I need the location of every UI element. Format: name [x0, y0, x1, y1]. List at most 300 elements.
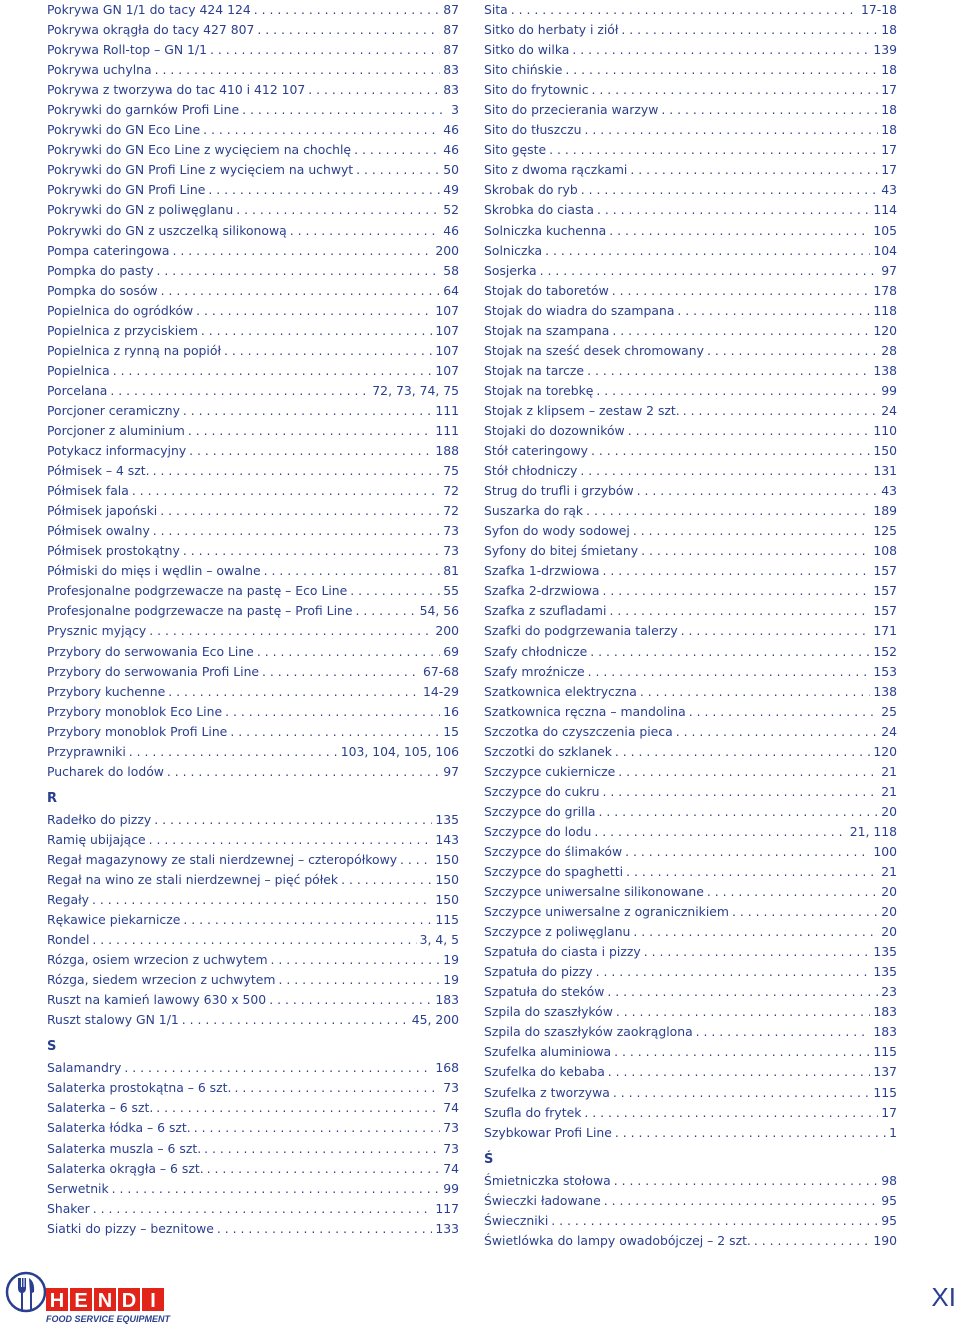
index-entry: [47, 1098, 459, 1118]
leader-dots: [189, 441, 432, 461]
index-entry: [47, 621, 459, 641]
leader-dots: [707, 341, 878, 361]
index-entry-name: Przybory do serwowania Profi Line: [47, 663, 260, 679]
leader-dots: [350, 581, 440, 601]
index-entry: [484, 421, 897, 441]
leader-dots: [594, 822, 846, 842]
index-entry: [47, 930, 459, 950]
index-entry: [484, 702, 897, 722]
index-entry-page: 81: [443, 563, 459, 579]
leader-dots: [194, 1118, 440, 1138]
index-entry-name: Pompka do sosów: [47, 282, 158, 298]
index-entry-page: 110: [873, 422, 897, 438]
index-entry-page: 183: [873, 1004, 897, 1020]
leader-dots: [633, 521, 870, 541]
index-entry-page: 24: [881, 723, 897, 739]
index-entry: [47, 180, 459, 200]
index-entry-name: Pompka do pasty: [47, 262, 154, 278]
index-entry: [47, 40, 459, 60]
index-entry-name: Stojak na tarcze: [484, 362, 585, 378]
index-entry: [484, 982, 897, 1002]
index-entry-page: 111: [435, 422, 459, 438]
index-entry-name: Skrobak do ryb: [484, 182, 578, 198]
leader-dots: [356, 601, 417, 621]
index-entry: [47, 0, 459, 20]
leader-dots: [113, 361, 433, 381]
index-entry-page: 168: [435, 1060, 459, 1076]
index-entry: [484, 180, 897, 200]
index-entry-name: Szpila do szaszłyków: [484, 1004, 613, 1020]
index-entry-name: Pokrywki do GN Profi Line: [47, 182, 206, 198]
index-entry: [484, 1103, 897, 1123]
leader-dots: [173, 241, 433, 261]
index-entry-name: Sito z dwoma rączkami: [484, 162, 628, 178]
index-entry-page: 114: [873, 202, 897, 218]
index-entry-page: 18: [881, 62, 897, 78]
index-entry: [484, 441, 897, 461]
index-entry-name: Szpila do szaszłyków zaokrąglona: [484, 1024, 693, 1040]
leader-dots: [615, 742, 870, 762]
leader-dots: [626, 862, 878, 882]
leader-dots: [681, 621, 871, 641]
index-entry-page: 18: [881, 102, 897, 118]
index-entry: [484, 642, 897, 662]
leader-dots: [188, 421, 433, 441]
index-entry: [47, 561, 459, 581]
index-entry-name: Pokrywki do garnków Profi Line: [47, 102, 240, 118]
leader-dots: [308, 80, 440, 100]
index-entry-page: 100: [873, 843, 897, 859]
leader-dots: [208, 180, 440, 200]
index-entry-name: Półmisek owalny: [47, 523, 150, 539]
index-entry: [484, 341, 897, 361]
index-entry-page: 107: [435, 322, 459, 338]
index-entry-name: Pokrywa Roll-top – GN 1/1: [47, 42, 207, 58]
index-entry-page: 95: [881, 1212, 897, 1228]
leader-dots: [596, 962, 871, 982]
index-entry-page: 107: [435, 302, 459, 318]
index-entry-name: Sito chińskie: [484, 62, 563, 78]
index-entry-name: Przybory monoblok Eco Line: [47, 703, 223, 719]
leader-dots: [129, 742, 338, 762]
leader-dots: [124, 1058, 432, 1078]
leader-dots: [551, 1211, 878, 1231]
index-entry-name: Półmisek – 4 szt.: [47, 463, 150, 479]
index-entry: [47, 461, 459, 481]
index-entry: [484, 481, 897, 501]
index-entry-name: Szczypce do spaghetti: [484, 864, 624, 880]
index-entry: [47, 341, 459, 361]
leader-dots: [732, 902, 878, 922]
index-entry-page: 20: [881, 884, 897, 900]
index-entry-name: Sitko do herbaty i ziół: [484, 22, 619, 38]
index-entry-name: Ruszt stalowy GN 1/1: [47, 1012, 179, 1028]
index-entry-name: Skrobka do ciasta: [484, 202, 594, 218]
index-entry-page: 14-29: [422, 683, 459, 699]
index-entry-page: 20: [881, 904, 897, 920]
index-entry-name: Syfony do bitej śmietany: [484, 543, 639, 559]
leader-dots: [254, 0, 440, 20]
index-entry: [484, 120, 897, 140]
index-entry-page: 153: [873, 663, 897, 679]
index-entry-name: Stojaki do dozowników: [484, 422, 625, 438]
leader-dots: [618, 762, 878, 782]
hendi-letter-boxes: [46, 1288, 164, 1312]
leader-dots: [689, 702, 878, 722]
index-entry: [47, 321, 459, 341]
leader-dots: [264, 561, 441, 581]
index-entry-page: 19: [443, 972, 459, 988]
index-entry: [47, 361, 459, 381]
index-entry-name: Stojak do taboretów: [484, 282, 609, 298]
index-entry: [47, 1078, 459, 1098]
index-entry-page: 1: [889, 1124, 897, 1140]
index-entry-page: 105: [873, 222, 897, 238]
index-entry: [484, 802, 897, 822]
leader-dots: [580, 461, 870, 481]
index-entry-name: Popielnica: [47, 362, 110, 378]
index-entry: [484, 742, 897, 762]
leader-dots: [581, 180, 879, 200]
index-entry: [47, 160, 459, 180]
leader-dots: [341, 870, 432, 890]
leader-dots: [183, 910, 432, 930]
index-entry-page: 115: [873, 1084, 897, 1100]
index-entry: [47, 682, 459, 702]
index-entry-name: Pokrywki do GN z uszczelką silikonową: [47, 222, 287, 238]
leader-dots: [269, 990, 432, 1010]
index-entry-page: 135: [435, 811, 459, 827]
index-entry-name: Szafka 2-drzwiowa: [484, 583, 600, 599]
index-entry-page: 83: [443, 62, 459, 78]
leader-dots: [707, 882, 878, 902]
index-entry-name: Salaterka okrągła – 6 szt.: [47, 1160, 204, 1176]
index-entry-name: Pokrywki do GN Profi Line z wycięciem na uchwyt: [47, 162, 354, 178]
index-entry-name: Szpatuła do ciasta i pizzy: [484, 944, 641, 960]
index-column-right: [484, 0, 897, 1251]
index-entry-page: 115: [435, 912, 459, 928]
leader-dots: [153, 461, 441, 481]
index-entry-name: Salaterka prostokątna – 6 szt.: [47, 1080, 232, 1096]
index-entry: [484, 20, 897, 40]
index-entry-name: Serwetnik: [47, 1180, 109, 1196]
index-entry: [47, 241, 459, 261]
index-entry-page: 67-68: [422, 663, 459, 679]
index-entry: [484, 782, 897, 802]
index-entry: [47, 810, 459, 830]
leader-dots: [754, 1231, 870, 1251]
index-entry-page: 138: [873, 362, 897, 378]
index-entry: [47, 20, 459, 40]
index-entry-page: 58: [443, 262, 459, 278]
leader-dots: [234, 1078, 440, 1098]
leader-dots: [614, 1171, 879, 1191]
leader-dots: [590, 642, 870, 662]
index-entry-name: Stojak na torebkę: [484, 382, 594, 398]
index-entry: [484, 1002, 897, 1022]
index-entry-name: Ramię ubijające: [47, 831, 146, 847]
logo-tagline: FOOD SERVICE EQUIPMENT: [46, 1314, 171, 1324]
leader-dots: [608, 1062, 871, 1082]
index-entry: [47, 1219, 459, 1239]
index-entry-page: 99: [881, 382, 897, 398]
index-entry-name: Szufelka do kebaba: [484, 1064, 605, 1080]
index-entry-name: Sita: [484, 2, 508, 17]
leader-dots: [625, 842, 870, 862]
leader-dots: [168, 682, 420, 702]
index-entry-page: 46: [443, 122, 459, 138]
index-entry-name: Sosjerka: [484, 262, 537, 278]
leader-dots: [210, 40, 440, 60]
logo-letter-d: D: [121, 1290, 137, 1312]
index-entry-page: 16: [443, 703, 459, 719]
index-entry-name: Solniczka: [484, 242, 543, 258]
leader-dots: [236, 200, 440, 220]
index-entry-name: Przyprawniki: [47, 743, 126, 759]
leader-dots: [609, 601, 870, 621]
logo-letter-h: H: [49, 1290, 65, 1312]
index-entry-page: 99: [443, 1180, 459, 1196]
leader-dots: [153, 521, 440, 541]
index-entry-name: Popielnica z przyciskiem: [47, 322, 198, 338]
index-entry-name: Suszarka do rąk: [484, 503, 584, 519]
leader-dots: [132, 481, 440, 501]
index-entry-page: 23: [881, 984, 897, 1000]
leader-dots: [628, 421, 871, 441]
index-entry-page: 72: [443, 503, 459, 519]
index-entry-name: Stojak na szampana: [484, 322, 610, 338]
leader-dots: [604, 1191, 879, 1211]
leader-dots: [603, 581, 871, 601]
index-entry: [484, 40, 897, 60]
index-entry: [484, 822, 897, 842]
index-entry-name: Stół chłodniczy: [484, 463, 578, 479]
index-entry: [484, 1231, 897, 1251]
index-entry: [47, 910, 459, 930]
index-entry-page: 138: [873, 683, 897, 699]
index-entry-page: 20: [881, 803, 897, 819]
index-entry-name: Pokrywki do GN Eco Line z wycięciem na chochlę: [47, 142, 352, 158]
index-entry-name: Szufelka z tworzywa: [484, 1084, 610, 1100]
index-entry-page: 107: [435, 362, 459, 378]
index-entry-name: Sito gęste: [484, 142, 547, 158]
index-entry-name: Szybkowar Profi Line: [484, 1124, 612, 1140]
leader-dots: [203, 120, 440, 140]
index-entry-name: Szafka 1-drzwiowa: [484, 563, 600, 579]
index-entry-name: Stojak na sześć desek chromowany: [484, 342, 704, 358]
index-entry-page: 73: [443, 523, 459, 539]
index-entry-name: Rondel: [47, 932, 90, 948]
index-entry-page: 97: [443, 763, 459, 779]
leader-dots: [511, 0, 858, 20]
index-entry: [484, 0, 897, 20]
leader-dots: [157, 261, 441, 281]
index-entry: [47, 501, 459, 521]
index-entry-page: 28: [881, 342, 897, 358]
leader-dots: [154, 810, 432, 830]
leader-dots: [607, 982, 878, 1002]
index-entry: [47, 1010, 459, 1030]
leader-dots: [597, 200, 870, 220]
index-entry-page: 69: [443, 643, 459, 659]
index-entry: [484, 541, 897, 561]
section-letter: S: [47, 1039, 57, 1055]
index-entry: [484, 1191, 897, 1211]
index-entry-page: 17-18: [860, 2, 897, 17]
leader-dots: [616, 1002, 870, 1022]
leader-dots: [110, 381, 369, 401]
index-entry-page: 150: [435, 871, 459, 887]
logo-letter-e: E: [74, 1290, 88, 1312]
index-entry-name: Szczypce do grilla: [484, 803, 596, 819]
index-entry: [484, 461, 897, 481]
leader-dots: [271, 950, 441, 970]
index-entry-page: 73: [443, 1080, 459, 1096]
leader-dots: [614, 1042, 870, 1062]
leader-dots: [621, 20, 878, 40]
index-entry-name: Popielnica do ogródków: [47, 302, 194, 318]
cutlery-icon: [7, 1273, 45, 1311]
index-entry-page: 18: [881, 122, 897, 138]
index-entry: [484, 581, 897, 601]
leader-dots: [603, 561, 871, 581]
index-entry-name: Sito do frytownic: [484, 82, 589, 98]
index-entry: [47, 401, 459, 421]
index-entry: [47, 140, 459, 160]
index-entry-page: 111: [435, 402, 459, 418]
index-entry-name: Szatkownica ręczna – mandolina: [484, 703, 686, 719]
index-entry-name: Popielnica z rynną na popiół: [47, 342, 221, 358]
index-entry-page: 135: [873, 944, 897, 960]
index-entry-name: Szpatuła do steków: [484, 984, 605, 1000]
index-entry: [47, 762, 459, 782]
index-entry-name: Radełko do pizzy: [47, 811, 152, 827]
leader-dots: [182, 1010, 409, 1030]
leader-dots: [149, 621, 432, 641]
leader-dots: [596, 381, 878, 401]
index-entry: [484, 862, 897, 882]
leader-dots: [242, 100, 448, 120]
index-entry-name: Shaker: [47, 1200, 90, 1216]
index-entry-name: Szczypce cukiernicze: [484, 763, 616, 779]
index-entry: [484, 100, 897, 120]
leader-dots: [630, 160, 878, 180]
index-entry-name: Półmisek japoński: [47, 503, 158, 519]
index-entry-name: Szafki do podgrzewania talerzy: [484, 623, 678, 639]
index-entry: [47, 850, 459, 870]
index-entry: [484, 621, 897, 641]
index-entry-name: Stojak do wiadra do szampana: [484, 302, 675, 318]
logo-letter-n: N: [97, 1290, 113, 1312]
index-entry-name: Szczotki do szklanek: [484, 743, 612, 759]
index-entry-page: 87: [443, 22, 459, 38]
leader-dots: [592, 80, 879, 100]
index-entry-page: 74: [443, 1160, 459, 1176]
index-entry-name: Pokrywki do GN Eco Line: [47, 122, 201, 138]
index-entry: [484, 381, 897, 401]
index-entry-page: 24: [881, 402, 897, 418]
index-entry: [47, 702, 459, 722]
index-entry-page: 157: [873, 603, 897, 619]
section-letter: R: [47, 790, 58, 806]
index-entry: [47, 990, 459, 1010]
index-entry: [484, 682, 897, 702]
index-entry-page: 74: [443, 1100, 459, 1116]
leader-dots: [661, 100, 878, 120]
index-entry-name: Rózga, osiem wrzecion z uchwytem: [47, 952, 268, 968]
index-entry-name: Śmietniczka stołowa: [484, 1172, 611, 1188]
index-entry-page: 17: [881, 1104, 897, 1120]
index-entry-page: 17: [881, 142, 897, 158]
leader-dots: [609, 221, 870, 241]
leader-dots: [565, 60, 878, 80]
index-entry: [484, 922, 897, 942]
index-entry: [47, 1179, 459, 1199]
leader-dots: [155, 60, 441, 80]
index-entry-name: Porcjoner z aluminium: [47, 422, 185, 438]
leader-dots: [93, 1199, 433, 1219]
index-column-left: [47, 0, 459, 1239]
index-entry-name: Solniczka kuchenna: [484, 222, 607, 238]
index-entry: [484, 321, 897, 341]
index-entry-page: 75: [443, 463, 459, 479]
index-entry-name: Salaterka muszla – 6 szt.: [47, 1140, 202, 1156]
index-entry: [47, 481, 459, 501]
index-entry: [484, 361, 897, 381]
index-entry-page: 21: [881, 763, 897, 779]
leader-dots: [591, 441, 870, 461]
index-entry: [484, 1042, 897, 1062]
index-entry: [47, 601, 459, 621]
leader-dots: [696, 1022, 871, 1042]
index-entry-name: Półmisek prostokątny: [47, 543, 180, 559]
index-entry-name: Pompa cateringowa: [47, 242, 170, 258]
index-entry: [47, 870, 459, 890]
index-entry: [47, 221, 459, 241]
leader-dots: [400, 850, 432, 870]
index-entry: [484, 662, 897, 682]
index-entry-page: 52: [443, 202, 459, 218]
index-entry-page: 87: [443, 42, 459, 58]
index-entry-name: Prysznic myjący: [47, 623, 147, 639]
index-entry-page: 188: [435, 443, 459, 459]
index-entry-name: Potykacz informacyjny: [47, 443, 187, 459]
index-entry: [47, 541, 459, 561]
index-entry-name: Szczypce do cukru: [484, 783, 600, 799]
index-entry-name: Przybory kuchenne: [47, 683, 166, 699]
index-entry: [484, 140, 897, 160]
index-entry-page: 104: [873, 242, 897, 258]
leader-dots: [149, 830, 433, 850]
index-entry-page: 157: [873, 583, 897, 599]
index-entry-name: Szczypce do lodu: [484, 823, 592, 839]
index-entry-name: Szafka z szufladami: [484, 603, 607, 619]
index-entry-page: 18: [881, 22, 897, 38]
leader-dots: [183, 541, 440, 561]
index-entry: [47, 722, 459, 742]
index-entry-page: 54, 56: [419, 603, 459, 619]
leader-dots: [587, 361, 870, 381]
leader-dots: [112, 1179, 441, 1199]
index-entry: [484, 80, 897, 100]
index-entry-name: Szufla do frytek: [484, 1104, 582, 1120]
index-entry: [47, 581, 459, 601]
index-entry-page: 3, 4, 5: [419, 932, 459, 948]
leader-dots: [613, 1083, 871, 1103]
index-entry-name: Szczotka do czyszczenia pieca: [484, 723, 673, 739]
index-entry-name: Profesjonalne podgrzewacze na pastę – Profi Line: [47, 603, 353, 619]
leader-dots: [204, 1139, 440, 1159]
